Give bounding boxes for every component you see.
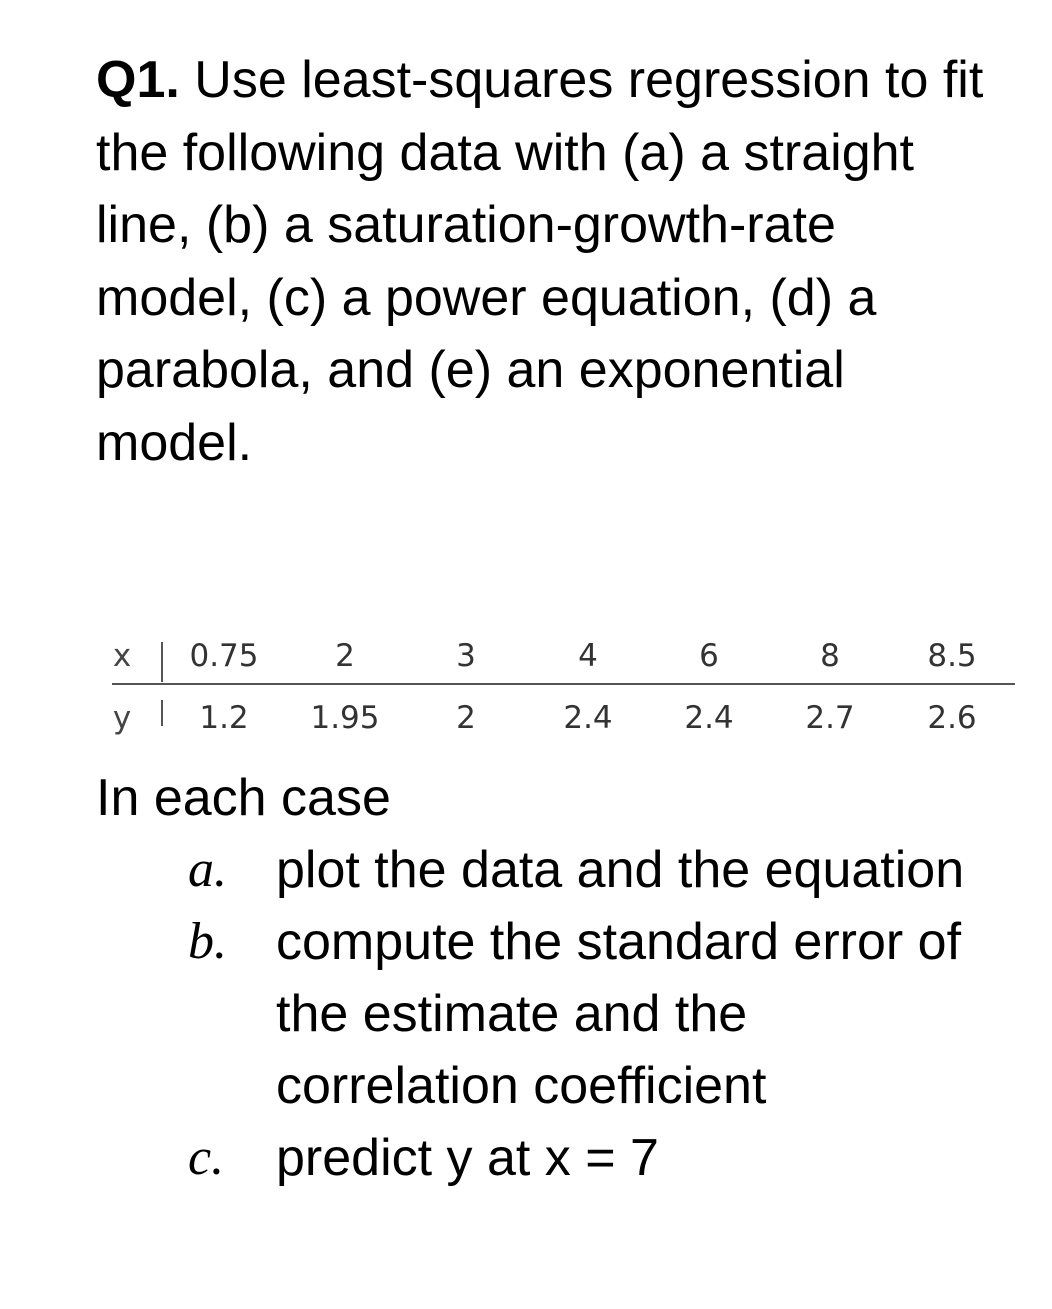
table-cell-x: 8.5 xyxy=(927,638,977,674)
question-body: Use least-squares regression to fit the following data with (a) a straight line, (b) a saturation-growth-rate model, (c) a power equation, (d) a parabola, and (e) an exponential model. xyxy=(96,51,984,472)
table-cell-y: 2.7 xyxy=(805,700,855,736)
table-cell-y: 2 xyxy=(456,700,476,736)
table-x-header: x xyxy=(112,638,132,674)
table-cell-x: 0.75 xyxy=(189,638,259,674)
step-text: predict y at x = 7 xyxy=(276,1129,659,1187)
table-divider-horizontal xyxy=(112,683,1015,685)
step-marker: c. xyxy=(188,1129,225,1186)
table-divider-vertical-bottom xyxy=(161,700,163,726)
list-item xyxy=(0,1122,1052,1194)
table-cell-x: 4 xyxy=(578,638,598,674)
table-cell-y: 1.95 xyxy=(310,700,380,736)
table-cell-y: 2.4 xyxy=(684,700,734,736)
table-divider-vertical-top xyxy=(161,642,163,682)
table-cell-y: 2.4 xyxy=(563,700,613,736)
table-cell-x: 2 xyxy=(335,638,355,674)
list-item xyxy=(0,834,1052,906)
step-text: compute the standard error of the estimate and the correlation coefficient xyxy=(276,913,962,1115)
step-marker: a. xyxy=(188,841,227,898)
table-cell-x: 8 xyxy=(820,638,840,674)
list-item xyxy=(0,906,1052,1122)
step-text: plot the data and the equation xyxy=(276,841,965,899)
instruction-steps xyxy=(0,834,1052,1194)
question-label: Q1. xyxy=(96,51,180,109)
step-marker: b. xyxy=(188,913,227,970)
table-y-header: y xyxy=(112,700,132,736)
instructions-lead: In each case xyxy=(96,769,391,827)
question-text xyxy=(96,44,996,479)
table-cell-y: 1.2 xyxy=(199,700,249,736)
table-cell-x: 6 xyxy=(699,638,719,674)
table-cell-x: 3 xyxy=(456,638,476,674)
table-cell-y: 2.6 xyxy=(927,700,977,736)
data-table xyxy=(0,630,1052,740)
